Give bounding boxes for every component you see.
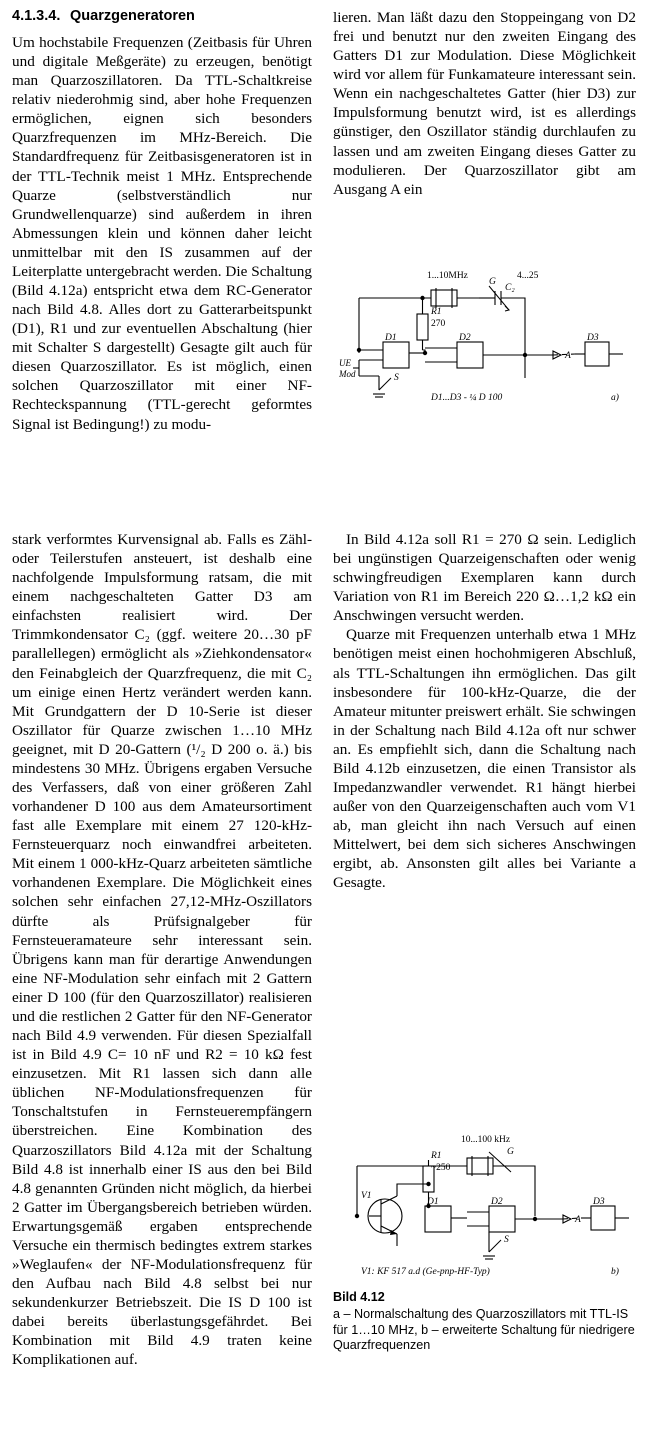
figure-a-output: A [565,351,571,361]
figure-a-r1-value: 270 [431,319,446,329]
figure-b-r1-name: R1 [431,1151,442,1161]
paragraph: Um hochstabile Frequenzen (Zeitbasis für Uhren und digitale Meßgeräte) zu erzeugen, benötigt man Quarzoszillatoren. Da TTL-Schaltkreise relativ niederohmig sind, aber hohe Frequenzen ermöglichen, eignen sich besonders Quarzfrequenzen im MHz-Bereich. Die Standardfrequenz für Zeitbasisgeneratoren ist in der TTL-Technik meist 1 MHz. Entsprechende Quarze (selbstverständlich nur Grundwellenquarze) sind außerdem in ihren Abmessungen klein und können daher leicht unmittelbar mit den IS zusammen auf der Leiterplatte untergebracht werden. Die Schaltung (Bild 4.12a) entspricht etwa dem RC-Generator nach Bild 4.8. Alles dort zu Gatterarbeitspunkt (D1), R1 und zur eventuellen Abschaltung (hier mit Schalter S dargestellt) Gesagte gilt auch für diesen Quarzoszillator. Es ist möglich, einen solchen Quarzoszillator mit einer NF-Rechteckspannung (TTL-gerecht geformtes Signal ist Bedingung!) zu modu- [12,34,312,433]
figure-b-g-label: G [507,1147,514,1157]
figure-b-switch: S [504,1235,509,1245]
figure-b-v1: V1 [361,1191,372,1201]
figure-b-d3: D3 [593,1197,605,1207]
paragraph: lieren. Man läßt dazu den Stoppeingang von D2 frei und benutzt nur den zweiten Eingang des Gatters D1 zur Modulation. Diese Möglichkeit wird vor allem für Funkamateure interessant sein. Wenn ein nachgeschaltetes Gatter (hier D3) zur Impulsformung benutzt wird, ist es allerdings günstiger, den Oszillator ständig durchlaufen zu lassen und am zweiten Eingang dieses Gatter zu modulieren. Der Quarzoszillator gibt am Ausgang A ein [333,9,636,198]
figure-b-crystal-range: 10...100 kHz [461,1135,511,1145]
figure-a-g-label: G [489,277,496,287]
figure-4-12a [339,258,635,403]
figure-a-input-label: UE [339,358,351,368]
figure-a-crystal-range: 1...10MHz [427,271,468,281]
figure-a-c2-name: C₂ [505,283,515,293]
paragraph: Quarze mit Frequenzen unterhalb etwa 1 MHz benötigen meist einen hochohmigeren Abschluß, als TTL-Schaltungen ihn ermöglichen. Das gilt insbesondere für 100-kHz-Quarze, die der Amateur mitunter preiswert erhält. Sie schwingen in der Schaltung nach Bild 4.12a oft nur schwer an. Es empfiehlt sich, dann die Schaltung nach Bild 4.12b einzusetzen, die einen Transistor als Impedanzwandler verwendet. R1 hängt hierbei außer von den Quarzeigenschaften auch vom V1 ab, man gleicht ihn nach Versuch auf einen Mittelwert, bei dem sich sicheres Anschwingen ergibt, ab. Ansonsten gilt alles bei Variante a Gesagte. [333,626,636,892]
figure-b-label: b) [611,1267,619,1277]
section-title: Quarzgeneratoren [70,8,195,24]
paragraph: In Bild 4.12a soll R1 = 270 Ω sein. Lediglich bei ungünstigen Quarzeigenschaften oder wenig schwingfreudigen Exemplaren kann durch Variation von R1 im Bereich 220 Ω…1,2 kΩ ein Anschwingen versucht werden. [333,531,636,625]
figure-b-d2: D2 [491,1197,503,1207]
right-column-upper [333,8,636,199]
figure-4-12b [339,1120,635,1280]
figure-b-d1: D1 [427,1197,439,1207]
figure-a-note: D1...D3 - ¼ D 100 [431,393,503,403]
left-column-upper [12,8,312,434]
figure-a-input-label2: Mod [339,369,356,379]
left-column-lower [12,530,312,1369]
figure-a-d1: D1 [385,333,397,343]
figure-a-switch: S [394,373,399,383]
figure-a-r1-name: R1 [431,307,442,317]
figure-b-output: A [575,1215,581,1225]
caption-text: a – Normalschaltung des Quarzoszillators mit TTL-IS für 1…10 MHz, b – erweiterte Schaltung für niedrigere Quarzfrequenzen [333,1307,635,1353]
figure-a-d3: D3 [587,333,599,343]
right-column-lower [333,530,636,892]
figure-b-note: V1: KF 517 a.d (Ge-pnp-HF-Typ) [361,1267,490,1277]
figure-caption [333,1290,636,1353]
figure-a-d2: D2 [459,333,471,343]
caption-title: Bild 4.12 [333,1290,385,1304]
figure-b-r1-value: ~250 [431,1163,451,1173]
section-heading [12,8,312,24]
figure-a-c2-value: 4...25 [517,271,539,281]
paragraph: stark verformtes Kurvensignal ab. Falls es Zähl- oder Teilerstufen ansteuert, ist deshalb eine nachfolgende Impulsformung ratsam, die mit einem nachgeschalteten Gatter D3 am einfachsten realisiert wird. Der Trimmkondensator C₂ (ggf. weitere 20…30 pF parallellegen) ermöglicht als »Ziehkondensator« den Feinabgleich der Quarzfrequenz, die mit C₂ um einige einen Hertz verändert werden kann. Mit Grundgattern der D 10-Serie ist dieser Oszillator für Quarze zwischen 1…10 MHz geeignet, mit D 20-Gattern (¹/₂ D 200 o. ä.) bis mindestens 30 MHz. Übrigens ergaben Versuche des Verfassers, daß von einer größeren Zahl vorhandener D 100 aus dem Amateursortiment fast alle Exemplare mit einem 27 120-kHz-Fernsteuerquarz noch einwandfrei arbeiteten. Mit einem 1 000-kHz-Quarz arbeiteten sämtliche vorhandenen Exemplare. Die Möglichkeit eines solchen sehr einfachen 27,12-MHz-Oszillators dürfte als Prüfsignalgeber für Fernsteueramateure sehr interessant sein. Übrigens kann man für derartige Anwendungen eine NF-Modulation sehr einfach mit 2 Gattern einer D 100 (für den Quarzoszillator) realisieren und die restlichen 2 Gatter für den NF-Generator nach Bild 4.9 verwenden. Für diesen Spezialfall ist in Bild 4.9 C= 10 nF und R2 = 10 kΩ fest einzusetzen. Mit R1 lassen sich dann alle üblichen NF-Modulationsfrequenzen für Tonschaltstufen in Fernsteuerempfängern überstreichen. Eine Kombination des Quarzoszillators Bild 4.12a mit der Schaltung Bild 4.8 ist innerhalb einer IS aus den bei Bild 4.8 genannten Gründen nicht möglich, da hierbei 2 Gatter im Übergangsbereich betrieben würden. Erwartungsgemäß ergaben entsprechende Versuche ein thermisch bedingtes extrem starkes »Weglaufen« der NF-Modulationsfrequenz für den Aufbau nach Bild 4.8 selbst bei nur sekundenkurzer Betriebszeit. Die IS D 100 ist dabei bereits überlastungsgefährdet. Bei Kombination mit Bild 4.9 traten keine Komplikationen auf. [12,531,312,1369]
section-number: 4.1.3.4. [12,8,61,24]
figure-a-label: a) [611,393,619,403]
